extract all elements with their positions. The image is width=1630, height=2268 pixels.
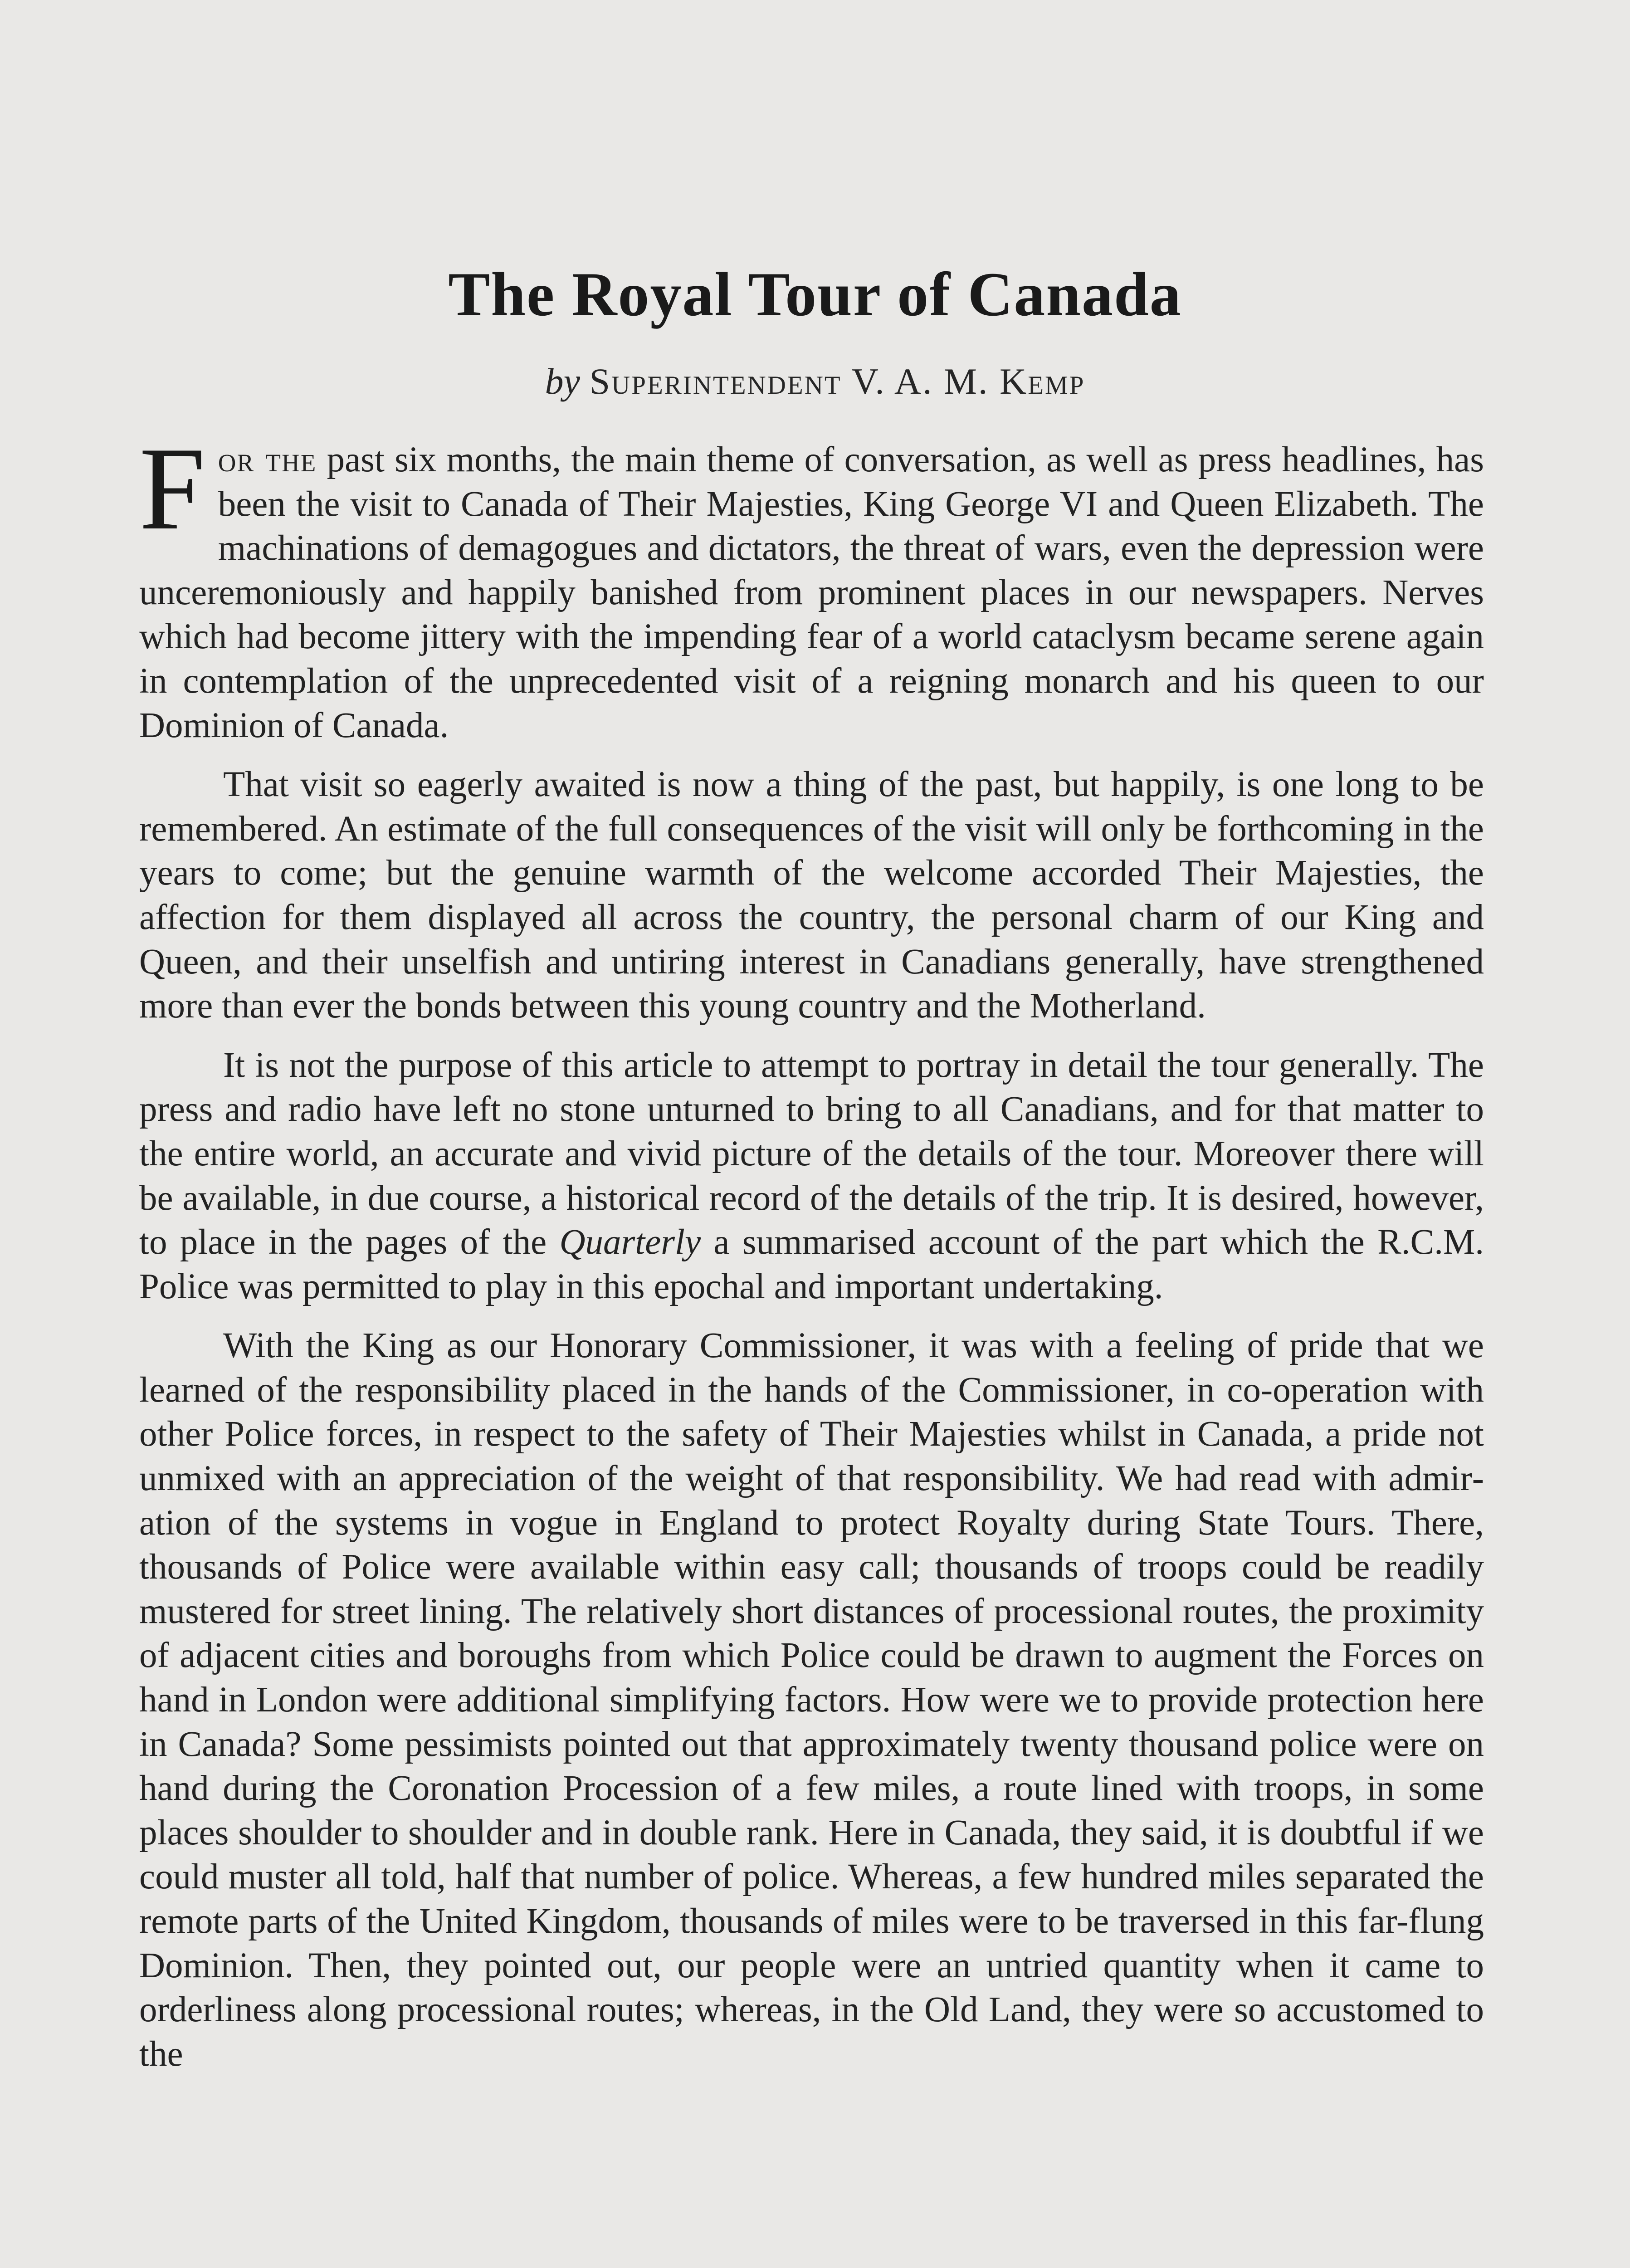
paragraph-1-text: past six months, the main theme of conversation, as well as press headlines, has been the visit to Canada of Their Majesties, King George VI and Queen Elizabeth. The machinations of demagogues and dictators, the threat of wars, even the depression were unceremoniously and happily banished from prominent places in our newspapers. Nerves which had become jittery with the impending fear of a world cataclysm became serene again in contemplation of the unprecedented visit of a reigning monarch and his queen to our Dominion of Canada.	[139, 440, 1484, 745]
paragraph-2: That visit so eagerly awaited is now a thing of the past, but happily, is one long to be remembered. An estimate of the full consequences of the visit will only be forthcoming in the years to come; but the genuine warmth of the welcome accorded Their Majesties, the affection for them displayed all across the country, the personal charm of our King and Queen, and their unselfish and untiring interest in Canadians generally, have strengthened more than ever the bonds between this young country and the Motherland.	[139, 765, 1484, 1026]
paragraph-3	[139, 1043, 1484, 1309]
byline	[0, 363, 1630, 400]
byline-by: by	[545, 361, 580, 402]
paragraph-4: With the King as our Honorary Commissioner, it was with a feeling of pride that we learned of the responsibility placed in the hands of the Commissioner, in co-operation with other Police forces, in respect to the safety of Their Majesties whilst in Canada, a pride not unmixed with an appreciation of the weight of that responsibility. We had read with admiration of the systems in vogue in England to protect Royalty during State Tours. There, thousands of Police were available within easy call; thousands of troops could be readily mustered for street lining. The relatively short distances of processional routes, the proximity of adjacent cities and boroughs from which Police could be drawn to augment the Forces on hand in London were additional simplifying factors. How were we to provide protection here in Canada? Some pessimists pointed out that approximately twenty thousand police were on hand during the Coronation Procession of a few miles, a route lined with troops, in some places shoulder to shoulder and in double rank. Here in Canada, they said, it is doubtful if we could muster all told, half that number of police. Whereas, a few hundred miles separated the remote parts of the United Kingdom, thousands of miles were to be traversed in this far-flung Dominion. Then, they pointed out, our people were an untried quantity when it came to orderliness along processional routes; whereas, in the Old Land, they were so accustomed to the	[139, 1326, 1484, 2074]
paragraph-3-text-b: a summarised account of the part which the R.C.M. Police was permitted to play in this epochal and important undertaking.	[139, 1222, 1484, 1306]
lead-in: or the	[218, 440, 317, 479]
article-title: The Royal Tour of Canada	[448, 259, 1182, 329]
drop-cap: F	[139, 423, 205, 554]
quarterly-italic: Quarterly	[559, 1222, 701, 1262]
paragraph-1	[139, 423, 1484, 748]
byline-author: Superintendent V. A. M. Kemp	[589, 361, 1085, 402]
paragraph-3-text-a: It is not the purpose of this article to attempt to portray in detail the tour generally. The press and radio have left no stone unturned to bring to all Canadians, and for that matter to the entire world, an accurate and vivid picture of the details of the tour. Moreover there will be available, in due course, a historical record of the details of the trip. It is desired, however, to place in the pages of the	[139, 1045, 1484, 1262]
article-body	[139, 423, 1484, 2091]
